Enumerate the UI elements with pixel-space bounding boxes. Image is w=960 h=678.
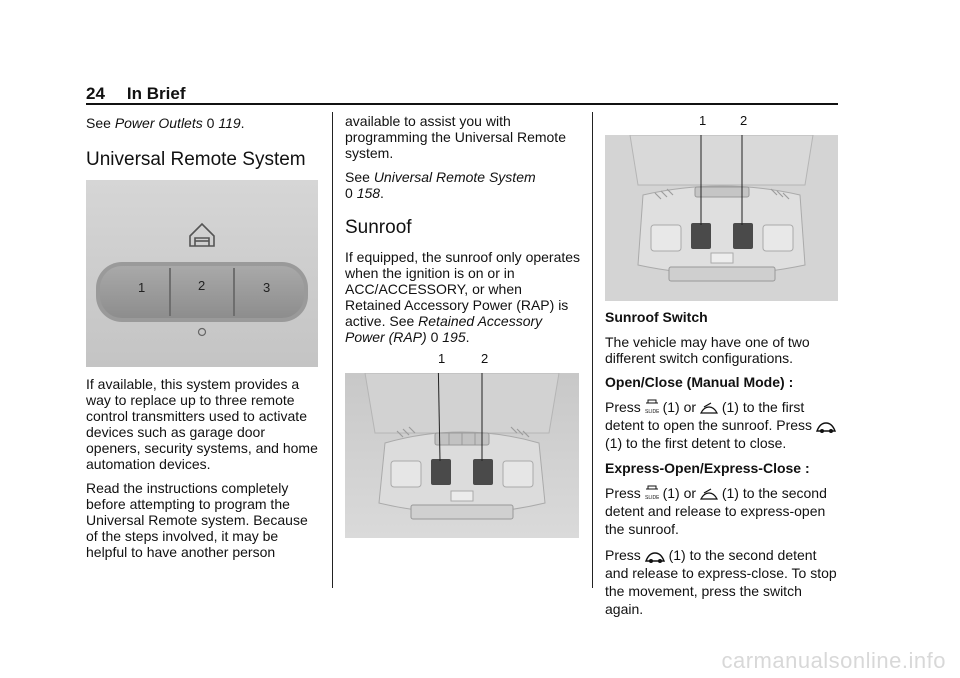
section-title: In Brief	[126, 84, 186, 103]
see-power-outlets: See Power Outlets 0 119.	[86, 115, 245, 131]
remote-button-2: 2	[198, 278, 206, 293]
overhead-console-illustration	[605, 135, 838, 301]
column-divider	[592, 112, 593, 588]
column-3	[605, 309, 838, 626]
sunroof-heading: Sunroof	[345, 217, 412, 238]
see-urs: See Universal Remote System 0 158.	[345, 169, 536, 201]
callout-1: 1	[438, 351, 446, 366]
express-open-text: Press SLIDE (1) or (1) to the second detent and release to express-open the sunroof.	[605, 485, 827, 537]
callout-1: 1	[699, 113, 707, 128]
urs-continued: available to assist you with programming the Universal Remote system.	[345, 113, 566, 161]
svg-text:SLIDE: SLIDE	[644, 495, 659, 501]
universal-remote-heading: Universal Remote System	[86, 149, 306, 170]
sunroof-console-photo-1	[345, 373, 579, 538]
express-close-text: Press (1) to the second detent and release to express-close. To stop the movement, press the switch again.	[605, 547, 837, 617]
svg-text:SLIDE: SLIDE	[644, 409, 659, 415]
sunroof-switch-1	[691, 223, 711, 249]
remote-button-3: 3	[263, 280, 271, 295]
remote-button-1: 1	[138, 280, 146, 295]
urs-link[interactable]: Universal Remote System	[373, 169, 536, 185]
page-header	[86, 84, 185, 104]
sunroof-slide-icon	[645, 398, 659, 416]
column-2	[345, 113, 581, 353]
urs-instructions: Read the instructions completely before attempting to program the Universal Remote system. Because of the steps involved, it may be helpful to have another person	[86, 480, 308, 560]
universal-remote-photo	[86, 180, 318, 367]
watermark: carmanualsonline.info	[721, 648, 946, 673]
sunroof-switch-1	[431, 459, 451, 485]
sunroof-vent-icon	[700, 488, 718, 502]
header-rule	[86, 103, 838, 105]
express-heading: Express-Open/Express-Close :	[605, 460, 810, 476]
urs-description: If available, this system provides a way to replace up to three remote control transmitters used to activate devices such as garage door openers, security systems, and home automation devices.	[86, 376, 318, 472]
sunroof-switch-2	[733, 223, 753, 249]
callout-2: 2	[740, 113, 748, 128]
figure-caption: Sunroof Switch	[605, 309, 708, 325]
ref-arrow-icon: 0	[345, 185, 353, 201]
urs-page[interactable]: 158	[356, 185, 381, 201]
sunroof-console-photo-2	[605, 135, 838, 301]
power-outlets-page[interactable]: 119	[218, 115, 241, 131]
open-close-text: Press SLIDE (1) or (1) to the first detent to open the sunroof. Press (1) to the first detent to close.	[605, 398, 838, 452]
ref-arrow-icon: 0	[430, 329, 439, 345]
universal-remote-illustration	[86, 180, 318, 367]
column-divider	[332, 112, 333, 588]
sunroof-close-icon	[645, 550, 665, 564]
sunroof-close-icon	[816, 420, 836, 434]
page-number: 24	[86, 84, 105, 103]
rap-page[interactable]: 195	[442, 329, 466, 345]
sunroof-vent-icon	[700, 402, 718, 416]
column-1-body	[86, 376, 322, 568]
rap-link[interactable]: Retained Accessory Power (RAP)	[345, 313, 543, 345]
ref-arrow-icon: 0	[206, 115, 215, 131]
callout-2: 2	[481, 351, 489, 366]
sunroof-slide-icon	[645, 484, 659, 502]
open-close-heading: Open/Close (Manual Mode) :	[605, 374, 794, 390]
power-outlets-link[interactable]: Power Outlets	[114, 115, 203, 131]
column-1	[86, 115, 322, 171]
sunroof-switch-2	[473, 459, 493, 485]
switch-configurations: The vehicle may have one of two different switch configurations.	[605, 334, 810, 366]
sunroof-conditions: If equipped, the sunroof only operates when the ignition is on or in ACC/ACCESSORY, or when Retained Accessory Power (RAP) is active. See Retained Accessory Power (RAP) 0 195.	[345, 249, 581, 345]
overhead-console-illustration	[345, 373, 579, 538]
